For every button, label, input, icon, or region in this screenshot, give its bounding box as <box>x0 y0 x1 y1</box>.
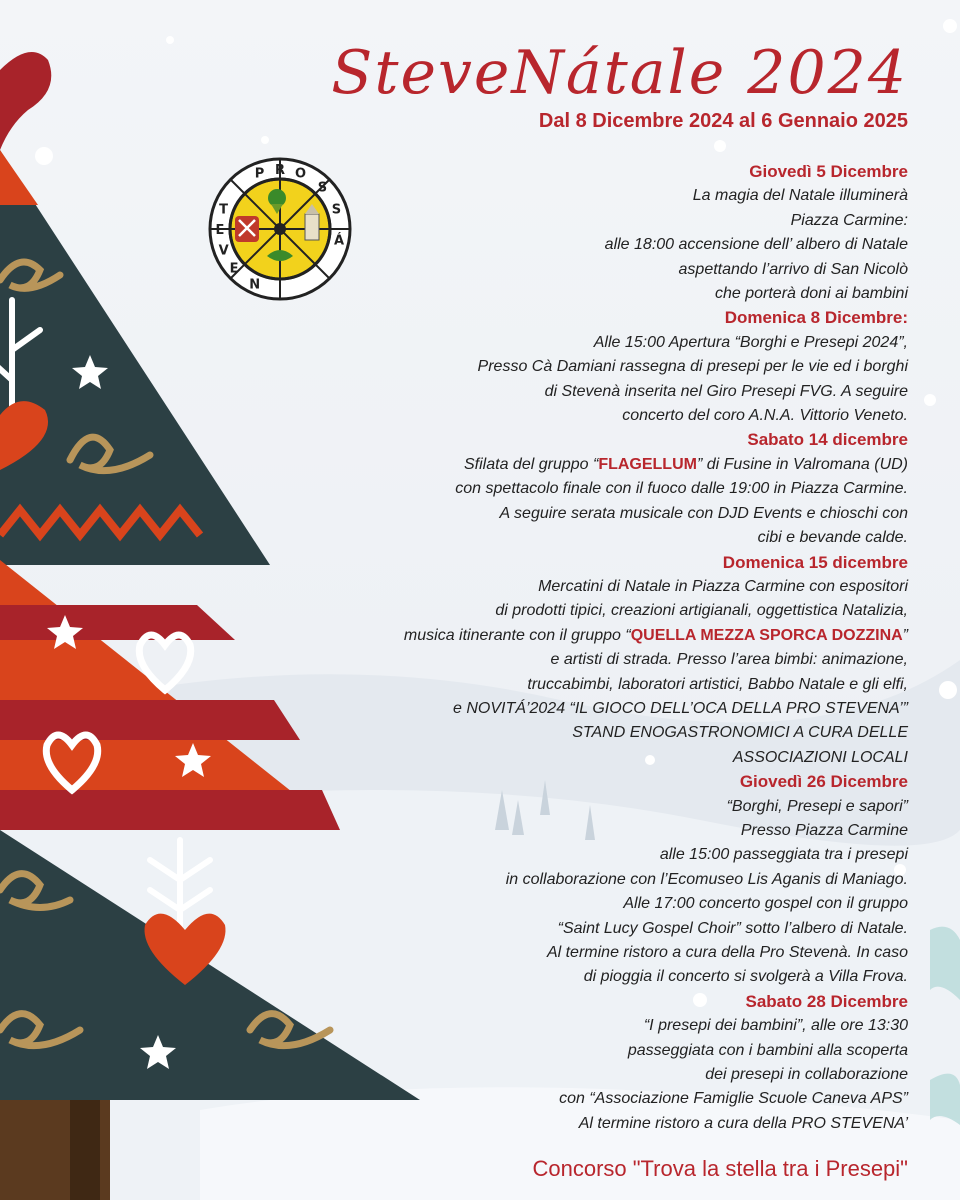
event-line: truccabimbi, laboratori artistici, Babbo Natale e gli elfi, <box>527 675 908 693</box>
event-highlight: QUELLA MEZZA SPORCA DOZZINA <box>630 626 903 644</box>
poster-title: SteveNátale 2024 <box>331 38 908 108</box>
event-line: cibi e bevande calde. <box>757 529 908 547</box>
event-line-text: Sfilata del gruppo “ <box>464 455 599 473</box>
logo-ring-letter: N <box>249 277 261 293</box>
event-line: aspettando l’arrivo di San Nicolò <box>678 260 908 278</box>
event-line: e NOVITÁ’2024 “IL GIOCO DELL’OCA DELLA PRO STEVENA’” <box>453 699 908 717</box>
logo-ring-letter: V <box>218 243 229 259</box>
event-line: con spettacolo finale con il fuoco dalle 19:00 in Piazza Carmine. <box>455 480 908 498</box>
event-line: Piazza Carmine: <box>790 211 908 229</box>
event-line: con “Associazione Famiglie Scuole Caneva APS” <box>559 1090 908 1108</box>
logo-ring-letter: R <box>274 163 286 178</box>
event-line: alle 18:00 accensione dell’ albero di Natale <box>604 236 908 254</box>
event-line: di prodotti tipici, creazioni artigianali, oggettistica Natalizia, <box>495 602 908 620</box>
event-date: Giovedì 26 Dicembre <box>739 772 908 792</box>
event-line: di pioggia il concerto si svolgerà a Villa Frova. <box>583 968 908 986</box>
event-line: che porterà doni ai bambini <box>714 285 908 303</box>
event-line-text: musica itinerante con il gruppo “ <box>403 626 631 644</box>
event-line: La magia del Natale illuminerà <box>692 187 908 205</box>
event-date: Domenica 15 dicembre <box>722 552 908 572</box>
event-line: “Saint Lucy Gospel Choir” sotto l’albero di Natale. <box>557 919 908 937</box>
event-line: Alle 17:00 concerto gospel con il gruppo <box>623 895 908 913</box>
event-line <box>248 453 908 477</box>
event-line: Presso Cà Damiani rassegna di presepi per le vie ed i borghi <box>477 358 908 376</box>
event-line: ASSOCIAZIONI LOCALI <box>732 748 908 766</box>
event-line: STAND ENOGASTRONOMICI A CURA DELLE <box>572 724 908 742</box>
events-list <box>248 160 908 1136</box>
event-line: di Stevenà inserita nel Giro Presepi FVG. A seguire <box>544 382 908 400</box>
logo-ring-letter: Á <box>334 233 345 249</box>
event-date: Sabato 14 dicembre <box>747 430 908 450</box>
event-line-text: ” <box>902 626 908 644</box>
event-line: alle 15:00 passeggiata tra i presepi <box>659 846 908 864</box>
logo-ring-letter: O <box>294 166 307 182</box>
logo-ring-letter: E <box>215 223 225 238</box>
event-highlight: FLAGELLUM <box>598 455 697 473</box>
event-line: passeggiata con i bambini alla scoperta <box>627 1041 908 1059</box>
event-line: Al termine ristoro a cura della PRO STEVENA’ <box>578 1114 908 1132</box>
event-date: Sabato 28 Dicembre <box>745 991 908 1011</box>
event-line-text: ” di Fusine in Valromana (UD) <box>696 455 908 473</box>
event-line: “Borghi, Presepi e sapori” <box>726 797 908 815</box>
event-line: Al termine ristoro a cura della Pro Stevenà. In caso <box>546 944 908 961</box>
logo-ring-letter: S <box>331 202 342 218</box>
event-line: dei presepi in collaborazione <box>705 1066 908 1084</box>
event-line: “I presepi dei bambini”, alle ore 13:30 <box>643 1017 908 1035</box>
event-date: Domenica 8 Dicembre: <box>724 308 908 328</box>
event-line: Mercatini di Natale in Piazza Carmine con espositori <box>538 577 908 595</box>
logo-ring-letter: E <box>229 261 239 277</box>
event-line: Alle 15:00 Apertura “Borghi e Presepi 2024”, <box>593 333 908 351</box>
event-date: Giovedì 5 Dicembre <box>749 162 908 181</box>
logo-ring-letter: S <box>317 180 328 196</box>
logo-ring-letter: P <box>254 166 265 182</box>
poster-subtitle: Dal 8 Dicembre 2024 al 6 Gennaio 2025 <box>538 110 908 132</box>
logo-ring-letter: T <box>219 202 229 218</box>
contest-footer: Concorso "Trova la stella tra i Presepi" <box>532 1156 908 1181</box>
event-line <box>248 624 908 648</box>
event-line: A seguire serata musicale con DJD Events e chioschi con <box>499 504 908 522</box>
event-line: concerto del coro A.N.A. Vittorio Veneto. <box>622 407 908 425</box>
event-line: in collaborazione con l’Ecomuseo Lis Aganis di Maniago. <box>505 870 908 888</box>
event-line: Presso Piazza Carmine <box>740 821 908 839</box>
event-line: e artisti di strada. Presso l’area bimbi: animazione, <box>550 651 908 669</box>
